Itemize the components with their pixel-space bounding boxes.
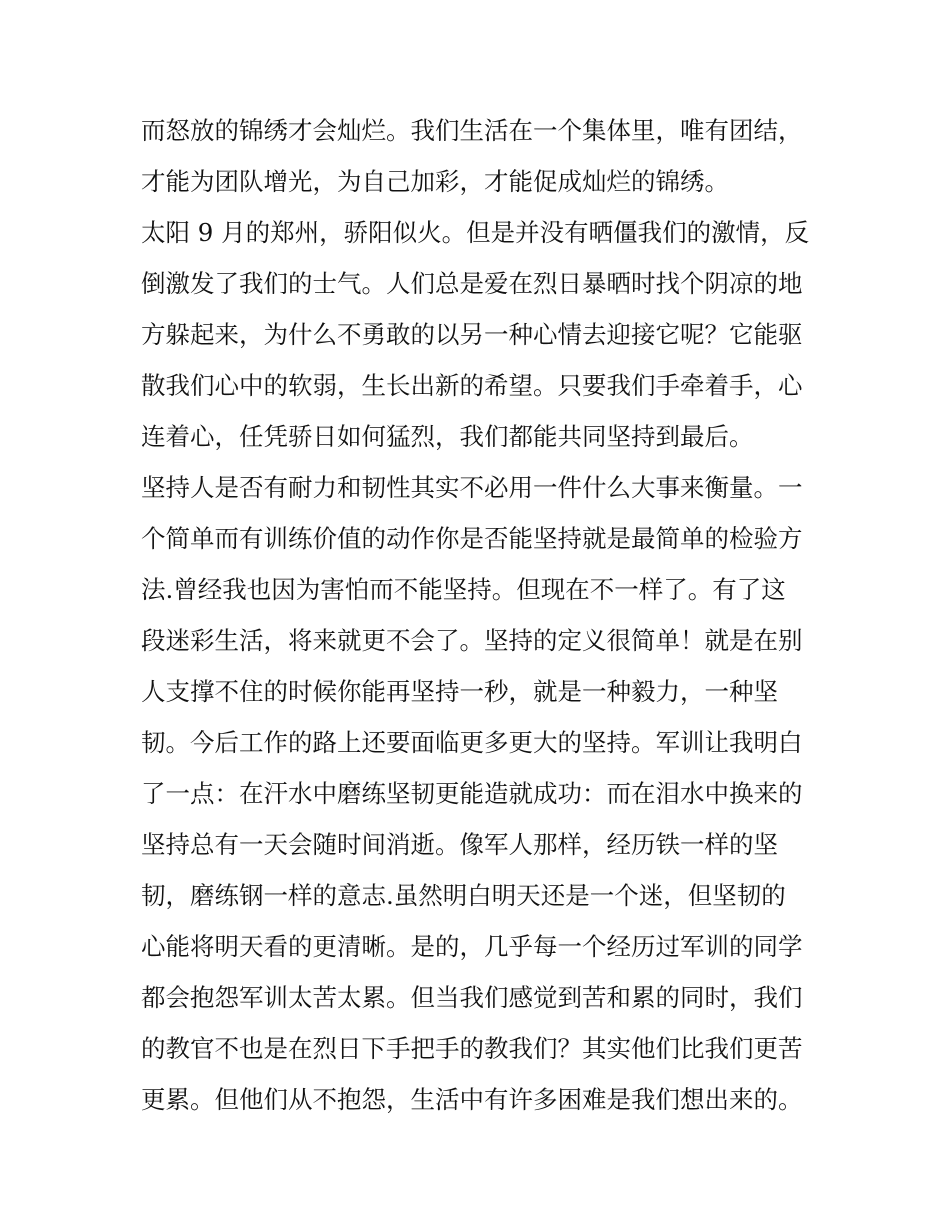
text-line-9: 个简单而有训练价值的动作你是否能坚持就是最简单的检验方 — [141, 524, 803, 553]
text-line-10: 法.曾经我也因为害怕而不能坚持。但现在不一样了。有了这 — [141, 575, 786, 604]
text-line-7: 连着心，任凭骄日如何猛烈，我们都能共同坚持到最后。 — [141, 422, 754, 451]
text-line-16: 韧，磨练钢一样的意志.虽然明白明天还是一个迷，但坚韧的 — [141, 881, 786, 910]
text-line-5: 方躲起来，为什么不勇敢的以另一种心情去迎接它呢？它能驱 — [141, 320, 803, 349]
text-line-13: 韧。今后工作的路上还要面临更多更大的坚持。军训让我明白 — [141, 728, 803, 757]
text-line-1: 而怒放的锦绣才会灿烂。我们生活在一个集体里，唯有团结， — [141, 116, 803, 145]
text-line-3: 太阳 9 月的郑州，骄阳似火。但是并没有晒僵我们的激情，反 — [141, 218, 810, 247]
text-line-2: 才能为团队增光，为自己加彩，才能促成灿烂的锦绣。 — [141, 167, 729, 196]
text-line-19: 的教官不也是在烈日下手把手的教我们？其实他们比我们更苦 — [141, 1034, 803, 1063]
text-line-14: 了一点：在汗水中磨练坚韧更能造就成功：而在泪水中换来的 — [141, 779, 803, 808]
text-line-17: 心能将明天看的更清晰。是的，几乎每一个经历过军训的同学 — [141, 932, 803, 961]
text-line-11: 段迷彩生活，将来就更不会了。坚持的定义很简单！就是在别 — [141, 626, 803, 655]
text-line-20: 更累。但他们从不抱怨，生活中有许多困难是我们想出来的。 — [141, 1085, 803, 1114]
text-line-8: 坚持人是否有耐力和韧性其实不必用一件什么大事来衡量。一 — [141, 473, 803, 502]
text-line-6: 散我们心中的软弱，生长出新的希望。只要我们手牵着手，心 — [141, 371, 803, 400]
body-text — [141, 105, 821, 1125]
text-line-12: 人支撑不住的时候你能再坚持一秒，就是一种毅力，一种坚 — [141, 677, 778, 706]
text-line-15: 坚持总有一天会随时间消逝。像军人那样，经历铁一样的坚 — [141, 830, 778, 859]
text-line-18: 都会抱怨军训太苦太累。但当我们感觉到苦和累的同时，我们 — [141, 983, 803, 1012]
text-line-4: 倒激发了我们的士气。人们总是爱在烈日暴晒时找个阴凉的地 — [141, 269, 803, 298]
